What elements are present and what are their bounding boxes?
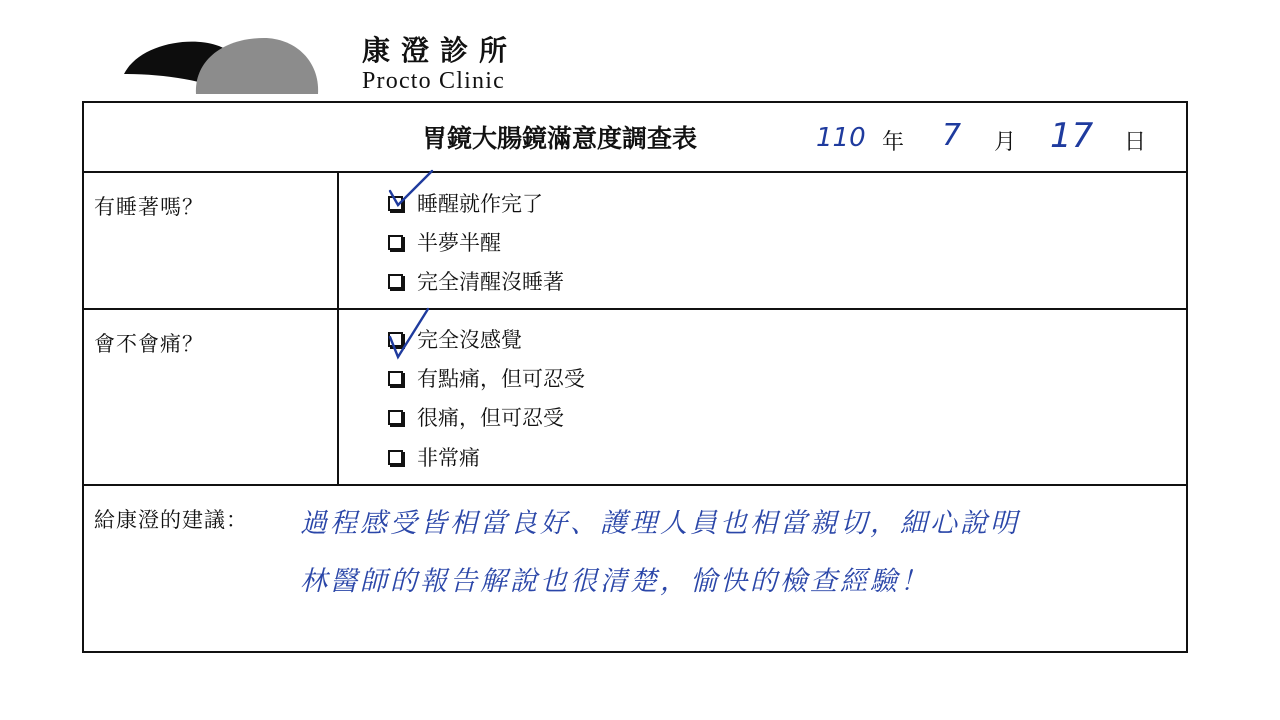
option-pain-0[interactable]: [388, 325, 522, 353]
clinic-logo: [124, 36, 320, 98]
date-month[interactable]: 7: [942, 118, 962, 153]
option-sleep-1[interactable]: [388, 228, 501, 256]
form-title: 胃鏡大腸鏡滿意度調查表: [422, 124, 698, 153]
option-pain-1[interactable]: [388, 364, 585, 392]
question-sleep-label: 有睡著嗎？: [94, 195, 204, 219]
clinic-name: [362, 34, 518, 94]
option-label: 有點痛，但可忍受: [417, 367, 585, 391]
date-year[interactable]: 110: [816, 123, 866, 153]
option-label: 很痛，但可忍受: [417, 406, 564, 430]
option-pain-3[interactable]: [388, 443, 480, 471]
column-divider: [337, 171, 339, 484]
suggestion-label: 給康澄的建議：: [94, 508, 248, 532]
question-pain-label: 會不會痛？: [94, 332, 204, 356]
checkbox-icon[interactable]: [388, 371, 403, 386]
option-label: 完全清醒沒睡著: [417, 270, 564, 294]
clinic-name-zh: 康澄診所: [362, 34, 519, 67]
checkbox-icon[interactable]: [388, 450, 403, 465]
option-label: 睡醒就作完了: [417, 192, 543, 216]
date-day[interactable]: 17: [1050, 116, 1094, 156]
checkbox-icon[interactable]: [388, 410, 403, 425]
clinic-name-en: Procto Clinic: [362, 68, 505, 94]
date-year-unit: 年: [882, 130, 905, 155]
suggestion-line-2[interactable]: 林醫師的報告解說也很清楚，愉快的檢查經驗！: [300, 566, 930, 597]
checkbox-icon[interactable]: [388, 196, 403, 211]
option-label: 非常痛: [417, 446, 480, 470]
date-month-unit: 月: [994, 130, 1017, 155]
option-pain-2[interactable]: [388, 403, 564, 431]
checkbox-icon[interactable]: [388, 332, 403, 347]
survey-form: [82, 101, 1188, 653]
row-divider: [84, 171, 1186, 173]
suggestion-line-1[interactable]: 過程感受皆相當良好、護理人員也相當親切，細心說明: [300, 508, 1020, 539]
row-divider: [84, 484, 1186, 486]
checkbox-icon[interactable]: [388, 274, 403, 289]
row-divider: [84, 308, 1186, 310]
date-day-unit: 日: [1124, 130, 1147, 155]
option-label: 完全沒感覺: [417, 328, 522, 352]
option-label: 半夢半醒: [417, 231, 501, 255]
checkbox-icon[interactable]: [388, 235, 403, 250]
option-sleep-0[interactable]: [388, 189, 543, 217]
option-sleep-2[interactable]: [388, 267, 564, 295]
